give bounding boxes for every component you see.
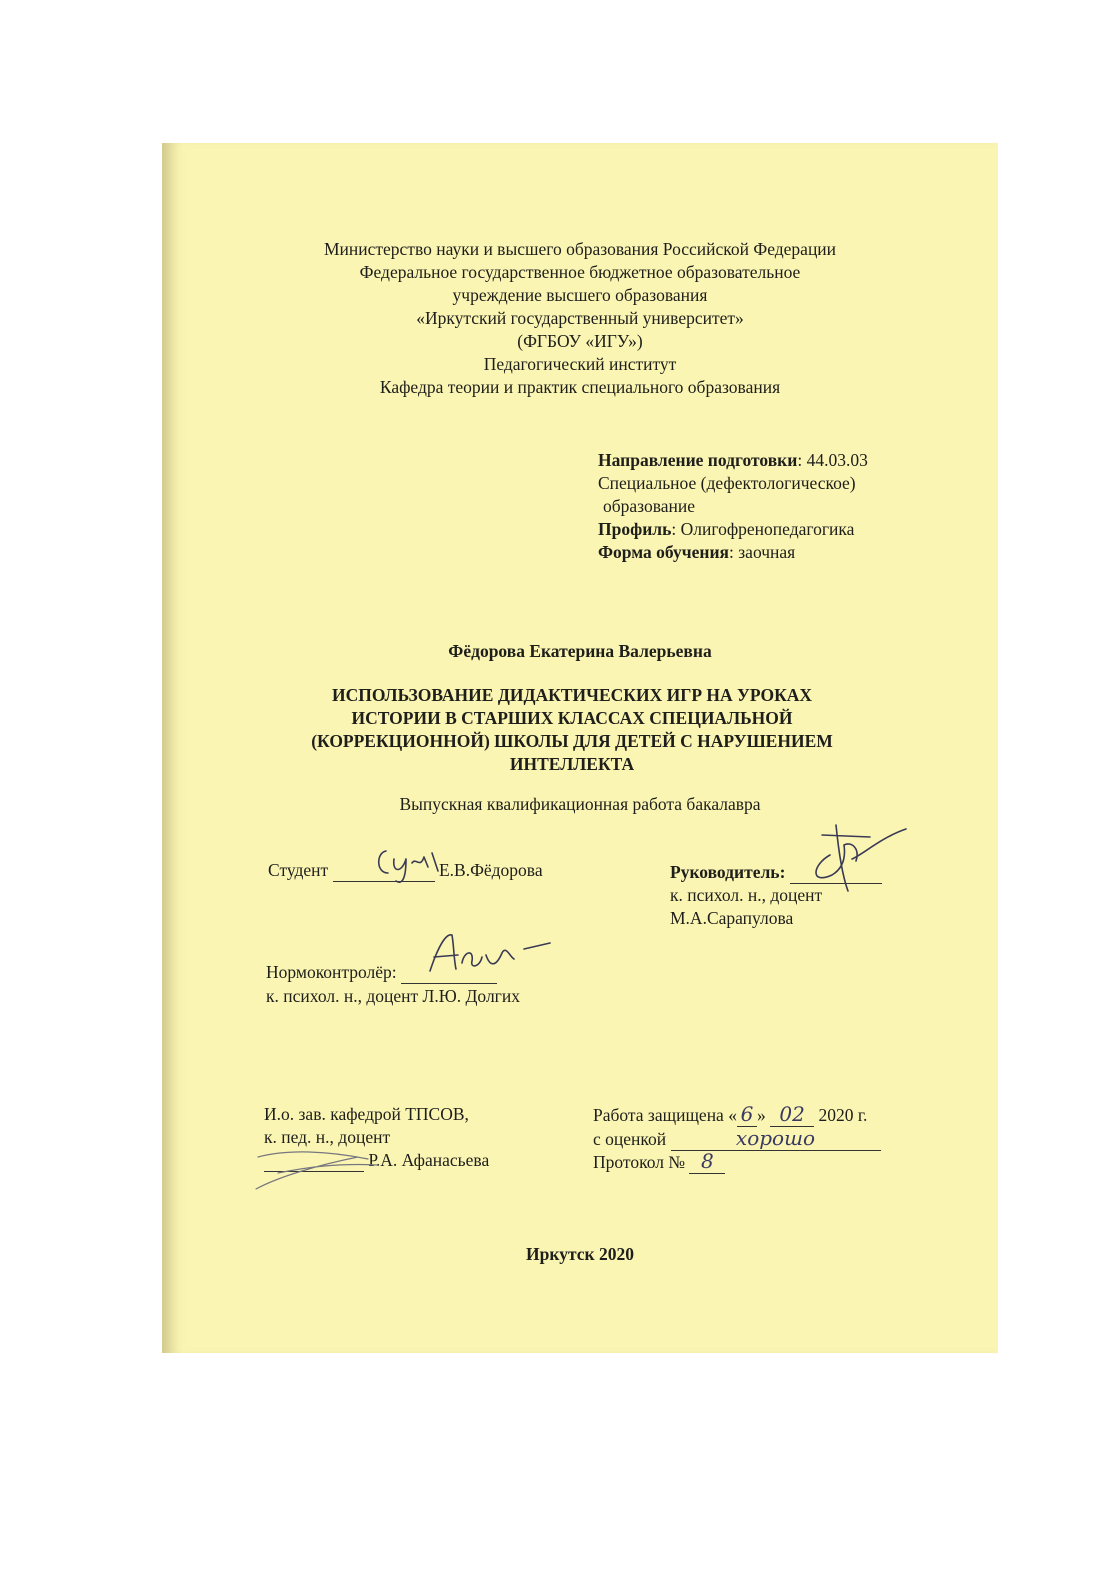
defense-day-handwritten: 6	[740, 1102, 754, 1126]
defense-grade-label: с оценкой	[593, 1129, 667, 1149]
defense-grade-handwritten: хорошо	[735, 1126, 816, 1150]
header-ministry: Министерство науки и высшего образования Российской Федерации	[323, 239, 837, 259]
head-degree: к. пед. н., доцент	[264, 1127, 391, 1147]
work-type: Выпускная квалификационная работа бакалавра	[399, 794, 761, 814]
header-institute: Педагогический институт	[483, 354, 677, 374]
header-department: Кафедра теории и практик специального образования	[379, 377, 781, 397]
direction-name-2: образование	[603, 496, 696, 516]
profile-label: Профиль	[598, 519, 672, 539]
direction-line	[598, 449, 868, 472]
head-name: Р.А. Афанасьева	[368, 1150, 490, 1170]
title-line-4: ИНТЕЛЛЕКТА	[509, 754, 635, 774]
supervisor-degree: к. психол. н., доцент	[670, 885, 823, 905]
student-name: Е.В.Фёдорова	[438, 860, 543, 880]
defense-date-prefix: Работа защищена «	[593, 1105, 737, 1125]
title-line-3: (КОРРЕКЦИОННОЙ) ШКОЛЫ ДЛЯ ДЕТЕЙ С НАРУШЕНИЕМ	[311, 731, 833, 751]
header-abbreviation: (ФГБОУ «ИГУ»)	[517, 331, 643, 351]
student-signature-image	[372, 843, 452, 883]
profile-line	[598, 518, 854, 541]
protocol-number-handwritten: 8	[701, 1149, 714, 1173]
header-university: «Иркутский государственный университет»	[416, 308, 744, 328]
defense-month-handwritten: 02	[779, 1102, 805, 1126]
normcontrol-details: к. психол. н., доцент Л.Ю. Долгих	[266, 986, 520, 1006]
title-page	[162, 143, 998, 1353]
city-year: Иркутск 2020	[526, 1244, 634, 1264]
supervisor-line: Руководитель:	[670, 861, 882, 884]
profile-value: : Олигофренопедагогика	[671, 519, 855, 539]
protocol-line	[593, 1150, 725, 1174]
supervisor-label: Руководитель	[670, 862, 780, 882]
student-label: Студент	[268, 860, 329, 880]
supervisor-name: М.А.Сарапулова	[670, 908, 794, 928]
header-federal: Федеральное государственное бюджетное образовательное	[359, 262, 801, 282]
defense-grade-line	[593, 1127, 881, 1151]
header-institution-type: учреждение высшего образования	[452, 285, 708, 305]
normcontrol-signature-image	[424, 927, 554, 977]
head-title: И.о. зав. кафедрой ТПСОВ,	[264, 1104, 469, 1124]
supervisor-signature-image	[802, 815, 912, 895]
protocol-label: Протокол №	[593, 1152, 686, 1172]
head-signature-image	[248, 1137, 388, 1197]
direction-label: Направление подготовки	[598, 450, 798, 470]
defense-date-line	[593, 1103, 867, 1127]
defense-year: 2020 г.	[818, 1105, 868, 1125]
defense-date-quote: »	[756, 1105, 766, 1125]
title-line-2: ИСТОРИИ В СТАРШИХ КЛАССАХ СПЕЦИАЛЬНОЙ	[351, 708, 793, 728]
direction-value: : 44.03.03	[797, 450, 868, 470]
normcontrol-label: Нормоконтролёр:	[266, 962, 397, 982]
author-name: Фёдорова Екатерина Валерьевна	[448, 641, 712, 661]
study-form-line	[598, 541, 795, 564]
study-form-label: Форма обучения	[598, 542, 730, 562]
study-form-value: : заочная	[729, 542, 796, 562]
title-line-1: ИСПОЛЬЗОВАНИЕ ДИДАКТИЧЕСКИХ ИГР НА УРОКАХ	[331, 685, 813, 705]
direction-name-1: Специальное (дефектологическое)	[598, 473, 856, 493]
